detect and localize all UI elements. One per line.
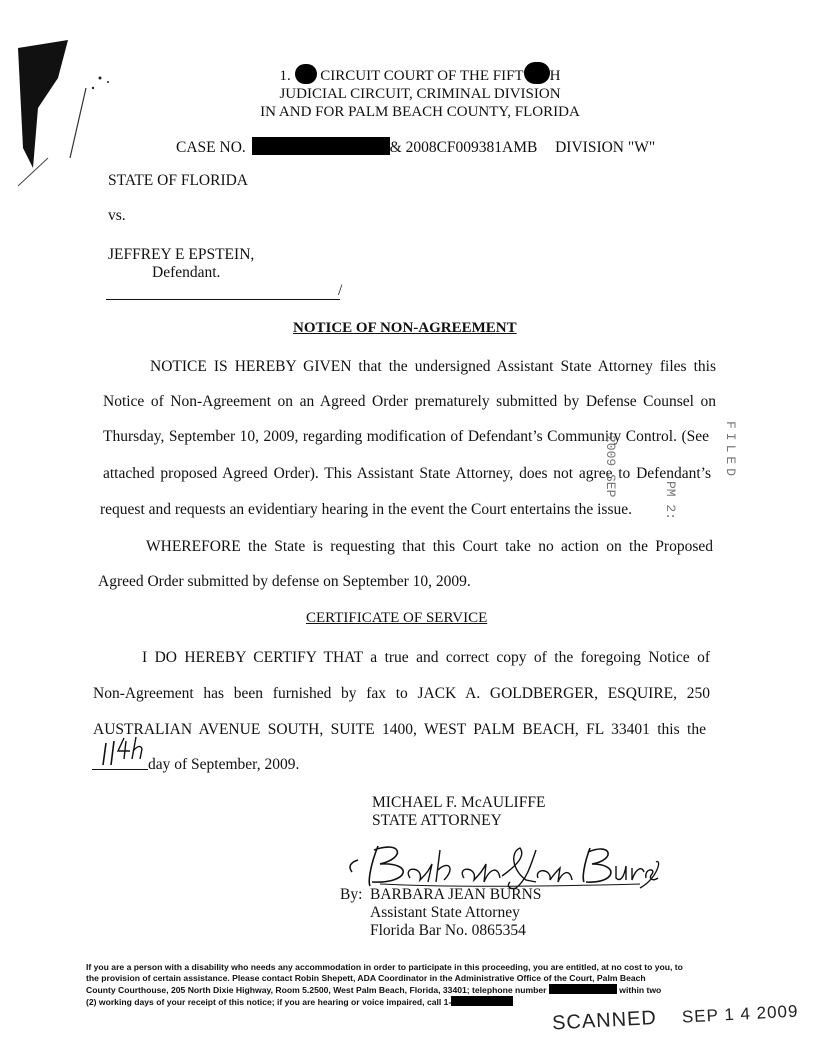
signature-by: By:	[340, 886, 363, 903]
scanned-stamp-date: SEP 1 4 2009	[681, 1001, 799, 1027]
versus: vs.	[108, 207, 126, 224]
filed-stamp-date: 2009 SEP	[603, 435, 618, 498]
court-header-line1: 1. CIRCUIT COURT OF THE FIFT H	[200, 62, 640, 85]
body-line: request and requests an evidentiary hearing in the event the Court entertains the issue.	[100, 501, 632, 518]
bar-number: Florida Bar No. 0865354	[370, 922, 526, 939]
handwritten-day-glyph	[98, 735, 152, 773]
court-header-line2: JUDICIAL CIRCUIT, CRIMINAL DIVISION	[279, 86, 561, 102]
body-line: attached proposed Agreed Order). This Assistant State Attorney, does not agree to Defendant’s	[103, 465, 711, 482]
redaction-blot	[524, 62, 550, 84]
case-number: & 2008CF009381AMB	[389, 139, 538, 156]
certificate-line: Non-Agreement has been furnished by fax to JACK A. GOLDBERGER, ESQUIRE, 250	[93, 685, 710, 702]
caption-rule	[106, 299, 340, 300]
case-number-line	[176, 137, 655, 157]
handwritten-day	[98, 735, 148, 771]
state-attorney-office: STATE ATTORNEY	[372, 812, 502, 829]
redaction-blot	[295, 64, 317, 84]
body-line: WHEREFORE the State is requesting that this Court take no action on the Proposed	[146, 538, 713, 555]
court-header	[200, 62, 640, 121]
case-label: CASE NO.	[176, 139, 246, 156]
redaction-bar	[252, 137, 390, 155]
certificate-line: I DO HEREBY CERTIFY THAT a true and correct copy of the foregoing Notice of	[142, 649, 710, 666]
state-attorney-name: MICHAEL F. McAULIFFE	[372, 794, 546, 811]
body-line: Agreed Order submitted by defense on September 10, 2009.	[98, 573, 471, 590]
body-line: Thursday, September 10, 2009, regarding modification of Defendant’s Community Control. (See	[103, 428, 709, 445]
redaction-bar	[549, 984, 617, 994]
defendant-name: JEFFREY E EPSTEIN,	[108, 246, 255, 263]
ada-notice	[86, 962, 716, 1008]
defendant-role: Defendant.	[152, 264, 221, 281]
court-header-line3: IN AND FOR PALM BEACH COUNTY, FLORIDA	[260, 104, 580, 120]
certificate-line: AUSTRALIAN AVENUE SOUTH, SUITE 1400, WEST PALM BEACH, FL 33401 this the	[93, 721, 706, 738]
ada-notice-line: County Courthouse, 205 North Dixie Highway, Room 5.2500, West Palm Beach, Florida, 33401; telephone number within two	[86, 985, 662, 995]
filed-stamp-word: FILED	[723, 421, 738, 481]
signer-name: BARBARA JEAN BURNS	[370, 886, 542, 903]
scanned-stamp-word: SCANNED	[551, 1006, 658, 1035]
case-division: DIVISION "W"	[555, 139, 656, 156]
scan-artifact-mark	[8, 38, 118, 188]
body-line: Notice of Non-Agreement on an Agreed Order prematurely submitted by Defense Counsel on	[103, 393, 716, 410]
caption-slash: /	[338, 282, 343, 299]
body-line: NOTICE IS HEREBY GIVEN that the undersigned Assistant State Attorney files this	[150, 358, 716, 375]
plaintiff: STATE OF FLORIDA	[108, 172, 248, 189]
document-title: NOTICE OF NON-AGREEMENT	[293, 320, 517, 336]
filed-stamp	[603, 395, 746, 565]
redaction-bar	[451, 996, 513, 1006]
ada-notice-line: If you are a person with a disability who needs any accommodation in order to participate in this proceeding, you are entitled, at no cost to you, to	[86, 962, 683, 972]
ada-notice-line: (2) working days of your receipt of this notice; if you are hearing or voice impaired, call 1-	[86, 996, 716, 1008]
certificate-title: CERTIFICATE OF SERVICE	[306, 610, 488, 626]
certificate-line: day of September, 2009.	[148, 756, 300, 773]
handwritten-day-rule	[92, 769, 148, 770]
signer-title: Assistant State Attorney	[370, 904, 520, 921]
ada-notice-line: the provision of certain assistance. Please contact Robin Shepett, ADA Coordinator in the Administrative Office of the Court, Palm Beach	[86, 973, 646, 983]
filed-stamp-time: PM 2:	[663, 481, 678, 521]
